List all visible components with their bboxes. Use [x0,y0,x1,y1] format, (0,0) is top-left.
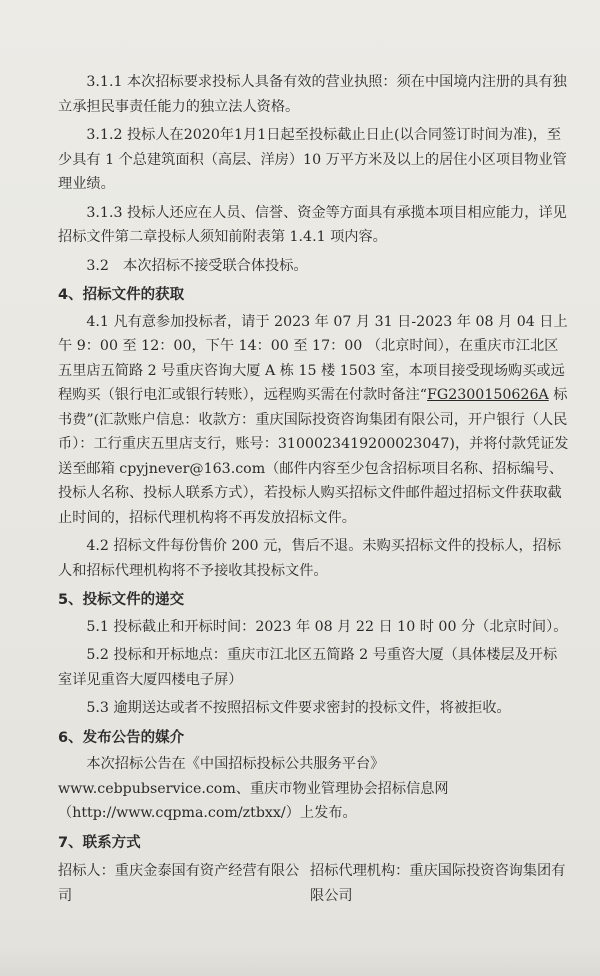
clause-5-3: 5.3 逾期送达或者不按照招标文件要求密封的投标文件，将被拒收。 [86,700,511,716]
tenderer-contact: 招标人：重庆金泰国有资产经营有限公司 [58,863,300,904]
clause-4-1-part-b: 标书费”(汇款账户信息：收款方：重庆国际投资咨询集团有限公司，开户银行（人民币）：工行重庆五里店支行，账号：3100023419200023047)，并将付款凭证发送至邮箱 cpyjnever@163.com（邮件内容至少包含招标项目名称、招标编号、投标人名称、投标人联系方式），若投标人购买招标文件邮件超过招标文件获取截止时间的，招标代理机构将不再发放招标文件。 [58,387,569,526]
section-heading-5: 5、投标文件的递交 [58,592,185,608]
section-heading-7: 7、联系方式 [58,834,141,851]
clause-4-1-part-a: 4.1 凡有意参加投标者，请于 2023 年 07 月 31 日-2023 年 08 月 04 日上午 9：00 至 12：00，下午 14：00 至 17：00 （北京时间），在重庆市江北区五里店五简路 2 号重庆咨询大厦 A 栋 15 楼 1503 室，本项目接受现场购买或远程购买（银行电汇或银行转账），远程购买需在付款时备注“ [58,313,568,403]
clause-5-2: 5.2 投标和开标地点：重庆市江北区五简路 2 号重咨大厦（具体楼层及开标室详见重咨大厦四楼电子屏） [58,647,558,688]
agent-contact: 招标代理机构：重庆国际投资咨询集团有限公司 [310,863,566,904]
media-notice: 本次招标公告在《中国招标投标公共服务平台》www.cebpubservice.com、重庆市物业管理协会招标信息网（http://www.cqpma.com/ztbxx/）上发布。 [58,756,449,821]
clause-3-2: 3.2 本次招标不接受联合体投标。 [86,257,308,274]
page-shadow [0,946,600,976]
clause-5-1: 5.1 投标截止和开标时间：2023 年 08 月 22 日 10 时 00 分（北京时间）。 [86,618,568,635]
document-body [58,70,570,908]
bid-fee-code: FG2300150626A [427,387,549,403]
clause-3-1-3: 3.1.3 投标人还应在人员、信誉、资金等方面具有承揽本项目相应能力，详见招标文件第二章投标人须知前附表第 1.4.1 项内容。 [58,204,567,245]
clause-4-2: 4.2 招标文件每份售价 200 元，售后不退。未购买招标文件的投标人，招标人和招标代理机构将不予接收其投标文件。 [58,538,562,579]
section-heading-6: 6、发布公告的媒介 [58,729,185,746]
clause-3-1-1: 3.1.1 本次招标要求投标人具备有效的营业执照：须在中国境内注册的具有独立承担民事责任能力的独立法人资格。 [58,74,567,115]
clause-3-1-2: 3.1.2 投标人在2020年1月1日起至投标截止日止(以合同签订时间为准)，至少具有 1 个总建筑面积（高层、洋房）10 万平方米及以上的居住小区项目物业管理业绩。 [58,127,567,192]
contact-info [58,859,570,908]
section-heading-4: 4、招标文件的获取 [58,287,185,303]
clause-4-1 [58,310,570,531]
